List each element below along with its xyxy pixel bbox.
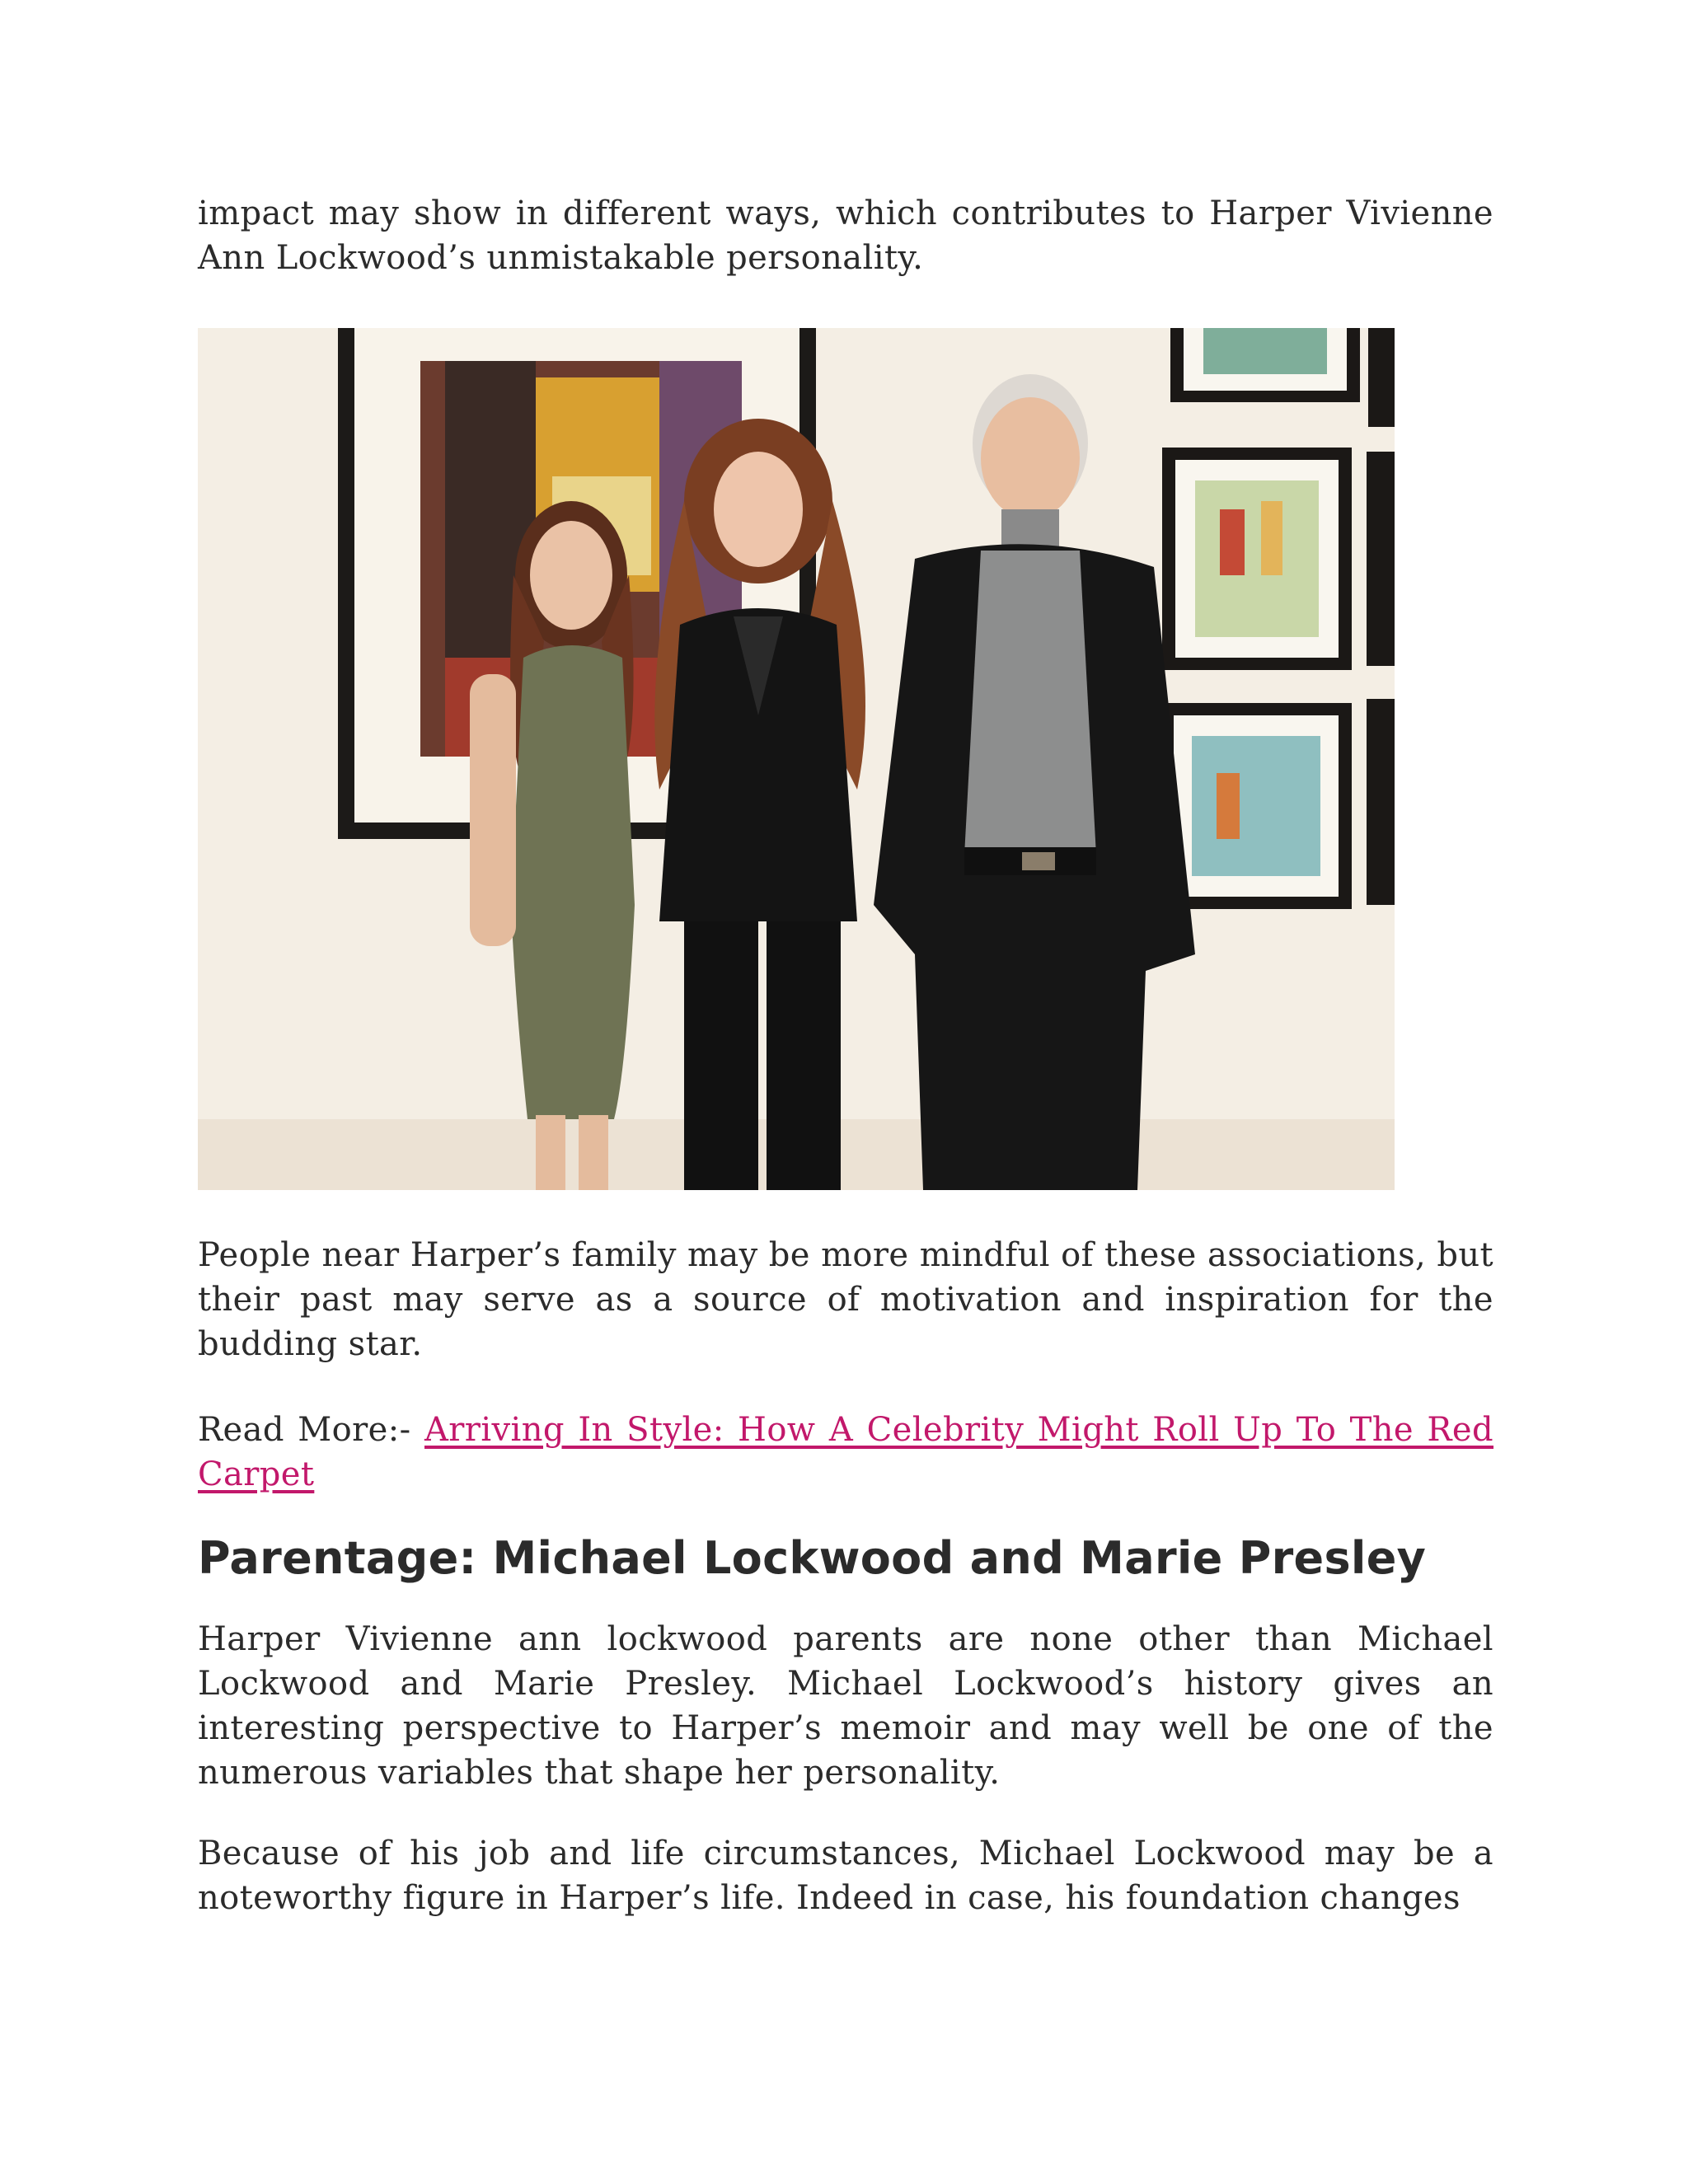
paragraph-father: Because of his job and life circumstances, Michael Lockwood may be a noteworthy figure in Harper’s life. Indeed in case, his foundation changes [198,1835,1493,1917]
read-more-prefix: Read More:- [198,1411,424,1449]
family-photo [198,328,1395,1190]
paragraph-family: People near Harper’s family may be more mindful of these associations, but their past may serve as a source of motivation and inspiration for the budding star. [198,1236,1493,1363]
read-more [198,1408,1493,1497]
paragraph-parents: Harper Vivienne ann lockwood parents are none other than Michael Lockwood and Marie Presley. Michael Lockwood’s history gives an interesting perspective to Harper’s memoir and may well be one of the numerous variables that shape her personality. [198,1620,1493,1792]
paragraph-intro: impact may show in different ways, which contributes to Harper Vivienne Ann Lockwood’s unmistakable personality. [198,194,1493,277]
read-more-link[interactable]: Arriving In Style: How A Celebrity Might Roll Up To The Red Carpet [198,1411,1494,1493]
document-page [198,191,1493,1920]
section-heading: Parentage: Michael Lockwood and Marie Presley [198,1532,1427,1584]
